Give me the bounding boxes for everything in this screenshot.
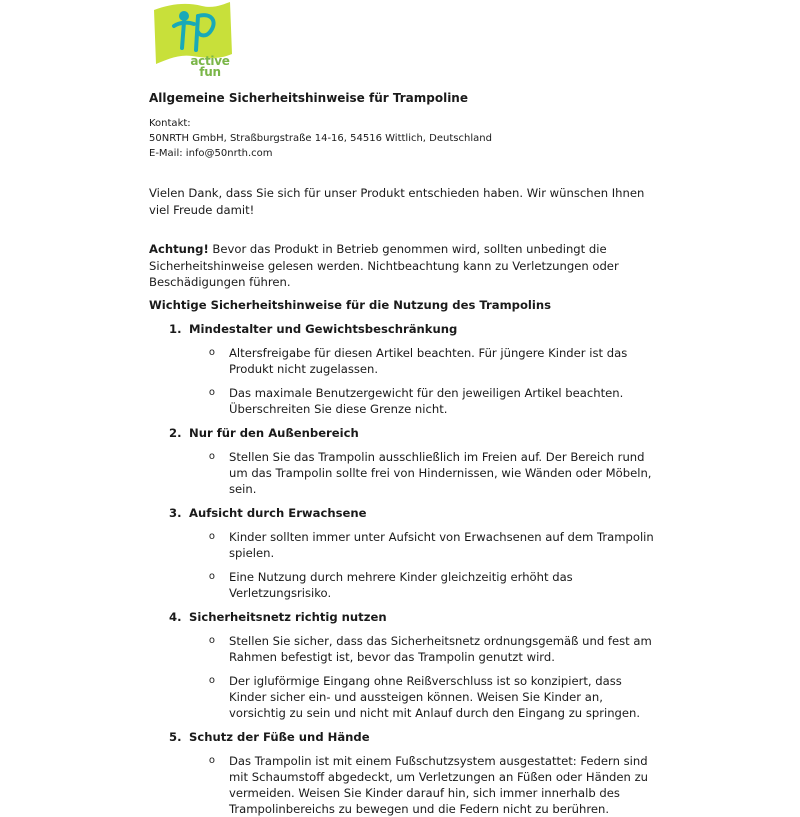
item-number-wrap (149, 609, 189, 625)
logo-wordmark (180, 56, 240, 78)
bullet-item (149, 753, 659, 817)
item-heading (149, 425, 659, 441)
bullet-list (149, 529, 659, 601)
item-number: 5. (169, 729, 182, 744)
bullet-list (149, 633, 659, 721)
item-number: 1. (169, 321, 182, 336)
bullet-icon: o (208, 386, 215, 398)
item-number-wrap (149, 321, 189, 337)
contact-address: 50NRTH GmbH, Straßburgstraße 14-16, 54516 Wittlich, Deutschland (149, 133, 492, 144)
item-heading (149, 729, 659, 745)
bullet-icon: o (208, 346, 215, 358)
item-title: Nur für den Außenbereich (189, 425, 359, 440)
bullet-item (149, 633, 659, 665)
list-item (149, 425, 659, 497)
thanks-paragraph: Vielen Dank, dass Sie sich für unser Produkt entschieden haben. Wir wünschen Ihnen viel Freude damit! (149, 186, 645, 217)
logo-line-1: active (190, 54, 230, 68)
contact-block (149, 116, 659, 161)
item-number: 3. (169, 505, 182, 520)
section-title: Wichtige Sicherheitshinweise für die Nutzung des Trampolins (149, 297, 552, 312)
bullet-icon: o (208, 450, 215, 462)
list-item (149, 321, 659, 417)
warning-text: Bevor das Produkt in Betrieb genommen wird, sollten unbedingt die Sicherheitshinweise gelesen werden. Nichtbeachtung kann zu Verletzungen oder Beschädigungen führen. (149, 242, 619, 289)
item-number: 4. (169, 609, 182, 624)
list-item (149, 729, 659, 817)
bullet-icon: o (208, 530, 215, 542)
bullet-text: Altersfreigabe für diesen Artikel beachten. Für jüngere Kinder ist das Produkt nicht zugelassen. (229, 345, 628, 376)
bullet-text: Das Trampolin ist mit einem Fußschutzsystem ausgestattet: Federn sind mit Schaumstoff abgedeckt, um Verletzungen an Füßen oder Händen zu vermeiden. Weisen Sie Kinder darauf hin, sich immer innerhalb des Trampolinbereichs zu bewegen und die Federn nicht zu berühren. (229, 753, 648, 816)
bullet-text: Stellen Sie das Trampolin ausschließlich im Freien auf. Der Bereich rund um das Trampolin sollte frei von Hindernissen, wie Wänden oder Möbeln, sein. (229, 449, 652, 496)
bullet-text: Eine Nutzung durch mehrere Kinder gleichzeitig erhöht das Verletzungsrisiko. (229, 569, 573, 600)
bullet-item (149, 569, 659, 601)
bullet-item (149, 449, 659, 497)
contact-email: E-Mail: info@50nrth.com (149, 148, 273, 159)
item-heading (149, 609, 659, 625)
document-body (149, 90, 659, 817)
bullet-text: Das maximale Benutzergewicht für den jeweiligen Artikel beachten. Überschreiten Sie diese Grenze nicht. (229, 385, 624, 416)
warning-paragraph (149, 241, 659, 291)
safety-list (149, 321, 659, 817)
bullet-icon: o (208, 570, 215, 582)
bullet-item (149, 673, 659, 721)
item-number-wrap (149, 425, 189, 441)
bullet-text: Kinder sollten immer unter Aufsicht von Erwachsenen auf dem Trampolin spielen. (229, 529, 654, 560)
item-heading (149, 505, 659, 521)
item-title: Mindestalter und Gewichtsbeschränkung (189, 321, 458, 336)
item-title: Schutz der Füße und Hände (189, 729, 370, 744)
bullet-icon: o (208, 674, 215, 686)
item-number-wrap (149, 729, 189, 745)
bullet-list (149, 449, 659, 497)
bullet-icon: o (208, 754, 215, 766)
bullet-item (149, 345, 659, 377)
list-item (149, 609, 659, 721)
item-heading (149, 321, 659, 337)
list-item (149, 505, 659, 601)
bullet-item (149, 529, 659, 561)
bullet-item (149, 385, 659, 417)
item-title: Sicherheitsnetz richtig nutzen (189, 609, 387, 624)
page-title: Allgemeine Sicherheitshinweise für Trampoline (149, 91, 468, 105)
bullet-icon: o (208, 634, 215, 646)
item-number: 2. (169, 425, 182, 440)
bullet-text: Stellen Sie sicher, dass das Sicherheitsnetz ordnungsgemäß und fest am Rahmen befestigt ist, bevor das Trampolin genutzt wird. (229, 633, 652, 664)
contact-label: Kontakt: (149, 118, 191, 129)
item-number-wrap (149, 505, 189, 521)
bullet-list (149, 753, 659, 817)
bullet-text: Der igluförmige Eingang ohne Reißverschluss ist so konzipiert, dass Kinder sicher ein- und aussteigen können. Weisen Sie Kinder an, vorsichtig zu sein und nicht mit Anlauf durch den Eingang zu springen. (229, 673, 641, 720)
warning-label: Achtung! (149, 242, 209, 256)
brand-logo (152, 2, 236, 82)
item-title: Aufsicht durch Erwachsene (189, 505, 367, 520)
bullet-list (149, 345, 659, 417)
logo-line-2: fun (199, 65, 221, 79)
